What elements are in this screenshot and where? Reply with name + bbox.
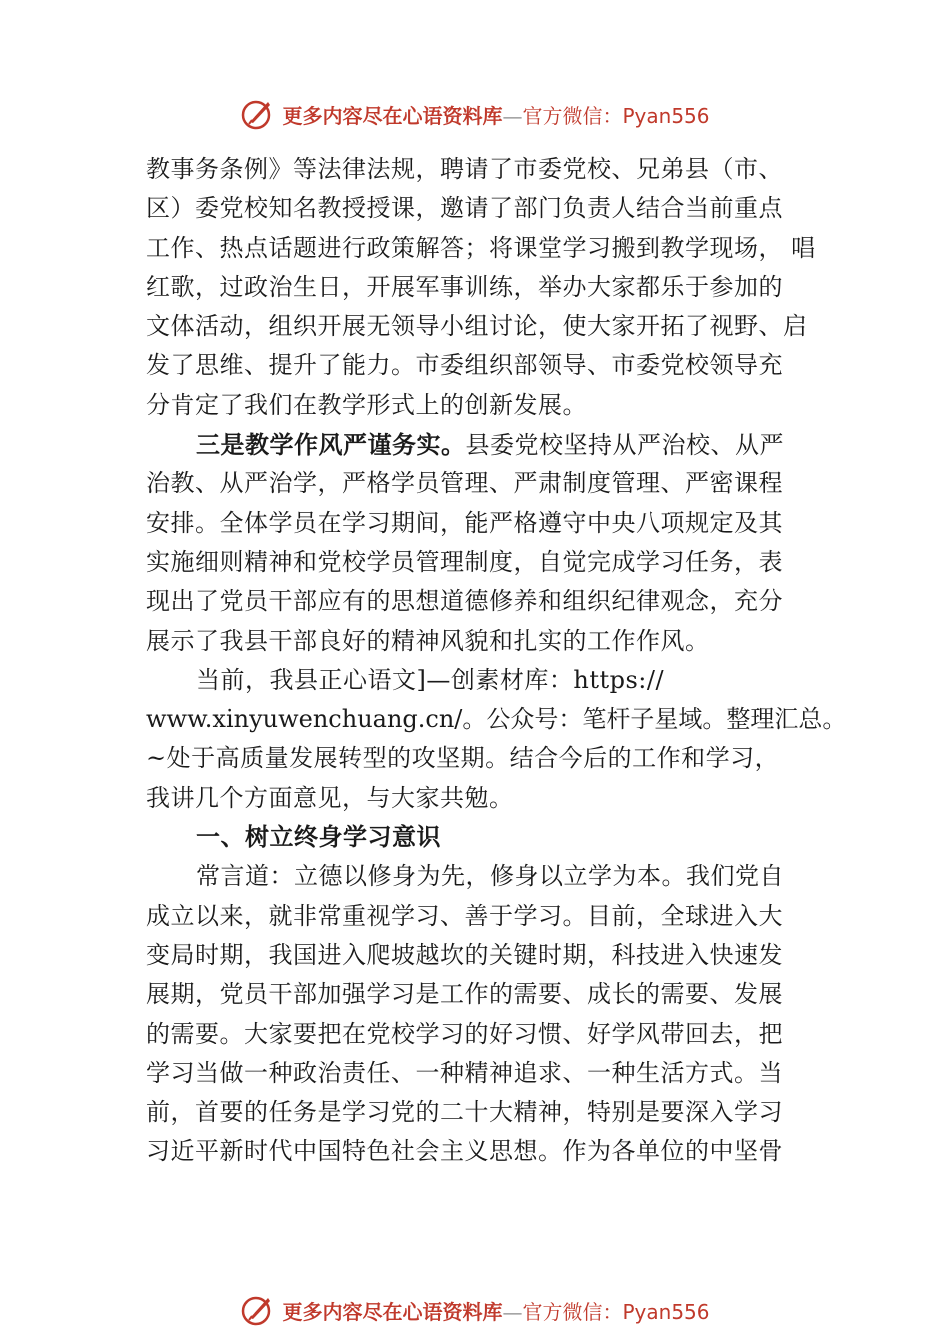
paragraph-lead: 三是教学作风严谨务实。 bbox=[196, 430, 466, 460]
text-line: 文体活动，组织开展无领导小组讨论，使大家开拓了视野、启 bbox=[146, 312, 808, 341]
footer-banner bbox=[0, 1290, 950, 1330]
text-line: 发了思维、提升了能力。市委组织部领导、市委党校领导充 bbox=[146, 351, 783, 380]
text-line: 安排。全体学员在学习期间，能严格遵守中央八项规定及其 bbox=[146, 508, 783, 537]
text-line: 前，首要的任务是学习党的二十大精神，特别是要深入学习 bbox=[146, 1098, 783, 1127]
banner-wechat-id: Pyan556 bbox=[622, 1299, 710, 1324]
text-line: 现出了党员干部应有的思想道德修养和组织纪律观念，充分 bbox=[146, 587, 783, 616]
text-line: 教事务条例》等法律法规，聘请了市委党校、兄弟县（市、 bbox=[146, 155, 783, 183]
text-line: 习近平新时代中国特色社会主义思想。作为各单位的中坚骨 bbox=[146, 1137, 783, 1166]
text-line: 分肯定了我们在教学形式上的创新发展。 bbox=[146, 390, 587, 419]
text-line: 变局时期，我国进入爬坡越坎的关键时期，科技进入快速发 bbox=[146, 940, 783, 969]
text-line bbox=[146, 425, 836, 464]
section-heading: 一、树立终身学习意识 bbox=[196, 823, 441, 852]
text-line: 治教、从严治学，严格学员管理、严肃制度管理、严密课程 bbox=[146, 469, 783, 498]
paragraph-first-line: 县委党校坚持从严治校、从严 bbox=[465, 431, 784, 460]
text-line: 展期，党员干部加强学习是工作的需要、成长的需要、发展 bbox=[146, 980, 783, 1009]
text-line: 红歌，过政治生日，开展军事训练，举办大家都乐于参加的 bbox=[146, 272, 783, 301]
text-line: ~处于高质量发展转型的攻坚期。结合今后的工作和学习， bbox=[146, 744, 780, 773]
text-line: 展示了我县干部良好的精神风貌和扎实的工作作风。 bbox=[146, 626, 710, 655]
banner-wechat-id: Pyan556 bbox=[622, 103, 710, 128]
paragraph bbox=[146, 425, 836, 661]
document-body bbox=[146, 150, 847, 1172]
text-line: 学习当做一种政治责任、一种精神追求、一种生活方式。当 bbox=[146, 1058, 783, 1087]
banner-wechat-label: 官方微信： bbox=[522, 103, 623, 128]
text-line: 我讲几个方面意见，与大家共勉。 bbox=[146, 783, 514, 812]
banner-separator: — bbox=[502, 1299, 523, 1324]
quill-logo-icon bbox=[240, 96, 276, 132]
text-line: 常言道：立德以修身为先，修身以立学为本。我们党自 bbox=[196, 862, 784, 891]
banner-title: 更多内容尽在心语资料库 bbox=[282, 103, 503, 128]
banner-wechat-label: 官方微信： bbox=[522, 1299, 623, 1324]
text-line: 区）委党校知名教授授课，邀请了部门负责人结合当前重点 bbox=[146, 194, 783, 223]
text-line: 实施细则精神和党校学员管理制度，自觉完成学习任务，表 bbox=[146, 547, 783, 576]
banner-separator: — bbox=[502, 103, 523, 128]
paragraph bbox=[146, 857, 836, 1171]
paragraph bbox=[146, 661, 847, 818]
banner-title: 更多内容尽在心语资料库 bbox=[282, 1299, 503, 1324]
text-line: 的需要。大家要把在党校学习的好习惯、好学风带回去，把 bbox=[146, 1019, 783, 1048]
quill-logo-icon bbox=[240, 1292, 276, 1328]
header-banner bbox=[0, 94, 950, 134]
text-line: 工作、热点话题进行政策解答；将课堂学习搬到教学现场， 唱 bbox=[146, 233, 816, 262]
paragraph bbox=[146, 150, 836, 425]
text-line: 当前，我县正心语文]—创素材库：https:// bbox=[196, 665, 665, 694]
text-line: 成立以来，就非常重视学习、善于学习。目前，全球进入大 bbox=[146, 901, 783, 930]
text-line: www.xinyuwenchuang.cn/。公众号：笔杆子星域。整理汇总。 bbox=[146, 705, 847, 734]
